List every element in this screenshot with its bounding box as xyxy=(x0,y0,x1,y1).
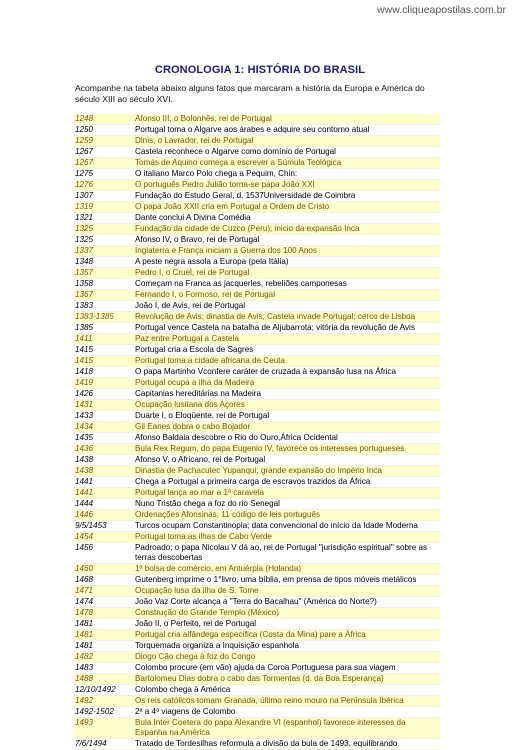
table-row xyxy=(74,488,440,499)
row-year: 1415 xyxy=(75,356,94,365)
table-row xyxy=(74,532,440,543)
table-row xyxy=(74,158,440,169)
row-year: 1434 xyxy=(75,422,94,431)
row-year: 1348 xyxy=(75,257,94,266)
row-event: Colombo chega à América xyxy=(135,685,231,694)
row-event: Duarte I, o Eloqüente, rei de Portugal xyxy=(135,411,270,420)
row-year: 1276 xyxy=(75,180,94,189)
table-row xyxy=(74,455,440,466)
table-row xyxy=(74,147,440,158)
row-event: Bula Inter Coetera do papa Alexandre VI (espanhol) favorece interesses da Espanha na América xyxy=(135,718,406,737)
table-row xyxy=(74,180,440,191)
row-event: Ocupação lusitana dos Açores xyxy=(135,400,245,409)
table-row xyxy=(74,444,440,455)
row-event: Capitanias hereditárias na Madeira xyxy=(135,389,262,398)
row-year: 9/5/1453 xyxy=(75,521,107,530)
table-row xyxy=(74,510,440,521)
row-event: Portugal toma o Algarve aos árabes e adquire seu contorno atual xyxy=(135,125,370,134)
table-row xyxy=(74,345,440,356)
table-row xyxy=(74,433,440,444)
table-row xyxy=(74,608,440,619)
table-row xyxy=(74,739,440,750)
table-row xyxy=(74,575,440,586)
table-row xyxy=(74,235,440,246)
row-year: 1367 xyxy=(75,290,94,299)
table-row xyxy=(74,564,440,575)
row-year: 1275 xyxy=(75,169,94,178)
row-event: Torquemada organiza a Inquisição espanhola xyxy=(135,641,299,650)
table-row xyxy=(74,213,440,224)
table-row xyxy=(74,422,440,433)
row-event: Ocupação lusa da ilha de S. Tome xyxy=(135,586,259,595)
table-row xyxy=(74,477,440,488)
row-event: O papa Martinho Vconfere caráter de cruzada à expansão lusa na África xyxy=(135,367,397,376)
table-row xyxy=(74,400,440,411)
table-row xyxy=(74,685,440,696)
row-year: 1433 xyxy=(75,411,94,420)
row-event: Paz entre Portugal a Castela xyxy=(135,334,239,343)
row-event: Fundação da cidade de Cuzco (Peru); inicio da expansão Inca xyxy=(135,224,360,233)
row-year: 1259 xyxy=(75,136,94,145)
row-year: 1482 xyxy=(75,652,94,661)
table-row xyxy=(74,543,440,564)
table-row xyxy=(74,224,440,235)
row-event: Os reis católicos tomam Granada, último reino mouro na Península Ibérica xyxy=(135,696,404,705)
row-year: 1337 xyxy=(75,246,94,255)
table-row xyxy=(74,246,440,257)
row-year: 1419 xyxy=(75,378,94,387)
row-event: João II, o Perfeito, rei de Portugal xyxy=(135,619,257,628)
table-row xyxy=(74,202,440,213)
row-year: 1478 xyxy=(75,608,94,617)
row-year: 1248 xyxy=(75,114,94,123)
row-year: 1483 xyxy=(75,663,94,672)
row-year: 1411 xyxy=(75,334,93,343)
row-year: 1250 xyxy=(75,125,94,134)
row-event: O português Pedro Julião torna-se papa João XXI xyxy=(135,180,315,189)
table-row xyxy=(74,114,440,125)
row-year: 1471 xyxy=(75,586,94,595)
row-year: 1267 xyxy=(75,147,94,156)
table-row xyxy=(74,290,440,301)
row-event: Bartolomeu Dias dobra o cabo das Tormentas (d. da Boa Esperança) xyxy=(135,674,384,683)
row-event: Construção do Grande Templo (México) xyxy=(135,608,279,617)
row-event: Colombo procure (em vão) ajuda da Coroa Portuguesa para sua viagem xyxy=(135,663,396,672)
row-event: Dinis, o Lavrador, rei de Portugal xyxy=(135,136,254,145)
row-year: 7/6/1494 xyxy=(75,739,107,748)
row-year: 1493 xyxy=(75,718,94,727)
row-year: 1474 xyxy=(75,597,94,606)
row-year: 1492-1502 xyxy=(75,707,114,716)
row-year: 1267 xyxy=(75,158,94,167)
table-row xyxy=(74,367,440,378)
row-year: 1446 xyxy=(75,510,94,519)
row-event: Diogo Cão chega à foz do Congo xyxy=(135,652,256,661)
row-year: 1418 xyxy=(75,367,94,376)
row-event: Portugal lança ao mar a 1ª caravela xyxy=(135,488,265,497)
row-event: Portugal toma as ilhas de Cabo Verde xyxy=(135,532,272,541)
table-row xyxy=(74,389,440,400)
table-row xyxy=(74,301,440,312)
table-row xyxy=(74,378,440,389)
row-year: 1441 xyxy=(75,488,94,497)
row-year: 1441 xyxy=(75,477,94,486)
row-event: 1ª bolsa de comércio, em Antuérpia (Holanda) xyxy=(135,564,302,573)
row-year: 1383-1385 xyxy=(75,312,114,321)
table-row xyxy=(74,696,440,707)
row-event: Revolução de Avis; dinastia de Avis; Castela invade Portugal; cerco de Lisboa xyxy=(135,312,416,321)
row-event: Chega a Portugal a primeira carga de escravos trazidos da África xyxy=(135,477,371,486)
row-event: João I, de Avis, rei de Portugal xyxy=(135,301,246,310)
row-event: Portugal vence Castela na batalha de Aljubarrota; vitória da revolução de Avis xyxy=(135,323,415,332)
row-event: Portugal ocupa a ilha da Madeira xyxy=(135,378,255,387)
row-year: 1438 xyxy=(75,455,94,464)
table-row xyxy=(74,499,440,510)
table-row xyxy=(74,279,440,290)
row-event: 2ª a 4ª viagens de Colombo xyxy=(135,707,236,716)
row-year: 1492 xyxy=(75,696,94,705)
row-event: Ordenações Afonsinas, 11 código de leis português xyxy=(135,510,321,519)
row-event: Afonso III, o Bolonhês, rei de Portugal xyxy=(135,114,272,123)
table-row xyxy=(74,521,440,532)
row-year: 1460 xyxy=(75,564,94,573)
row-event: Fernando I, o Formoso, rei de Portugal xyxy=(135,290,276,299)
row-event: O papa João XXII cria em Portugal a Ordem de Cristo xyxy=(135,202,330,211)
row-year: 12/10/1492 xyxy=(75,685,116,694)
row-event: Tomás de Aquino começa a escrever a Súmula Teológica xyxy=(135,158,342,167)
row-year: 1321 xyxy=(75,213,94,222)
row-year: 1358 xyxy=(75,279,94,288)
row-event: Dante conclui A Divina Comédia xyxy=(135,213,251,222)
row-year: 1444 xyxy=(75,499,94,508)
row-year: 1436 xyxy=(75,444,94,453)
row-year: 1319 xyxy=(75,202,94,211)
row-event: Nuno Tristão chega a foz do rio Senegal xyxy=(135,499,280,508)
row-year: 1481 xyxy=(75,630,94,639)
chronology-table xyxy=(74,114,440,750)
row-event: Bula Rex Regum, do papa Eugenio IV, favorece os interesses portugueses xyxy=(135,444,405,453)
row-event: Portugal toma a cidade africana de Ceuta xyxy=(135,356,285,365)
row-year: 1307 xyxy=(75,191,94,200)
table-row xyxy=(74,323,440,334)
row-year: 1415 xyxy=(75,345,94,354)
row-year: 1435 xyxy=(75,433,94,442)
table-row xyxy=(74,619,440,630)
row-year: 1357 xyxy=(75,268,94,277)
table-row xyxy=(74,641,440,652)
page-title: CRONOLOGIA 1: HISTÓRIA DO BRASIL xyxy=(154,64,366,76)
table-row xyxy=(74,312,440,323)
row-event: Dinastia de Pachacutec Yupanqui; grande expansão do Império Inca xyxy=(135,466,382,475)
row-event: Afonso IV, o Bravo, rei de Portugal xyxy=(135,235,260,244)
row-event: Portugal cria a Escola de Sagres xyxy=(135,345,254,354)
row-year: 1385 xyxy=(75,323,94,332)
table-row xyxy=(74,169,440,180)
row-year: 1325 xyxy=(75,224,94,233)
table-row xyxy=(74,597,440,608)
table-row xyxy=(74,334,440,345)
row-event: Turcos ocupam Constantinopla; data convencional do início da Idade Moderna xyxy=(135,521,418,530)
row-year: 1383 xyxy=(75,301,94,310)
row-year: 1488 xyxy=(75,674,94,683)
table-row xyxy=(74,356,440,367)
row-year: 1325 xyxy=(75,235,94,244)
row-event: Pedro I, o Cruel, rei de Portugal xyxy=(135,268,250,277)
intro-paragraph: Acompanhe na tabela abaixo alguns fatos que marcaram a história da Europa e América do século XIII ao século XVI. xyxy=(75,83,425,104)
table-row xyxy=(74,652,440,663)
row-event: A peste negra assola a Europa (pela Itália) xyxy=(135,257,289,266)
table-row xyxy=(74,707,440,718)
row-event: Tratado de Tordesilhas reformula a divisão da bula de 1493, equilibrando xyxy=(135,739,398,748)
table-row xyxy=(74,411,440,422)
row-event: Inglaterra e França iniciam a Guerra dos 100 Anos xyxy=(135,246,318,255)
row-event: Padroado; o papa Nicolau V dá ao, rei de Portugal "jurisdição espiritual" sobre as terras descobertas xyxy=(135,543,428,562)
row-year: 1456 xyxy=(75,543,94,552)
table-row xyxy=(74,268,440,279)
site-url: www.cliqueapostilas.com.br xyxy=(377,4,506,16)
row-year: 1426 xyxy=(75,389,94,398)
row-year: 1431 xyxy=(75,400,94,409)
row-event: Gutenberg imprime o 1°livro, uma bíblia, em prensa de tipos móveis metálicos xyxy=(135,575,417,584)
row-event: João Vaz Corte alcança a "Terra do Bacalhau" (América do Norte?) xyxy=(135,597,377,606)
row-year: 1454 xyxy=(75,532,94,541)
row-event: Gil Eanes dobra o cabo Bojador xyxy=(135,422,251,431)
row-event: Portugal cria alfândega específica (Costa da Mina) pare a África xyxy=(135,630,366,639)
table-row xyxy=(74,191,440,202)
row-event: O italiano Marco Polo chega a Pequim, Chin: xyxy=(135,169,298,178)
table-row xyxy=(74,674,440,685)
table-row xyxy=(74,125,440,136)
row-year: 1468 xyxy=(75,575,94,584)
row-event: Castela reconhece o Algarve como domínio de Portugal xyxy=(135,147,336,156)
row-event: Fundação do Estudo Geral, d. 1537Universidade de Coimbra xyxy=(135,191,356,200)
row-event: Afonso Baldaia descobre o Rio do Ouro,África Ocidental xyxy=(135,433,338,442)
table-row xyxy=(74,586,440,597)
table-row xyxy=(74,663,440,674)
row-event: Afonso V, o Africano, rei de Portugal xyxy=(135,455,266,464)
row-year: 1481 xyxy=(75,619,94,628)
table-row xyxy=(74,136,440,147)
row-year: 1438 xyxy=(75,466,94,475)
row-event: Começam na Franca as jacquerles, rebeliões camponesas xyxy=(135,279,347,288)
table-row xyxy=(74,257,440,268)
row-year: 1481 xyxy=(75,641,94,650)
table-row xyxy=(74,630,440,641)
table-row xyxy=(74,466,440,477)
